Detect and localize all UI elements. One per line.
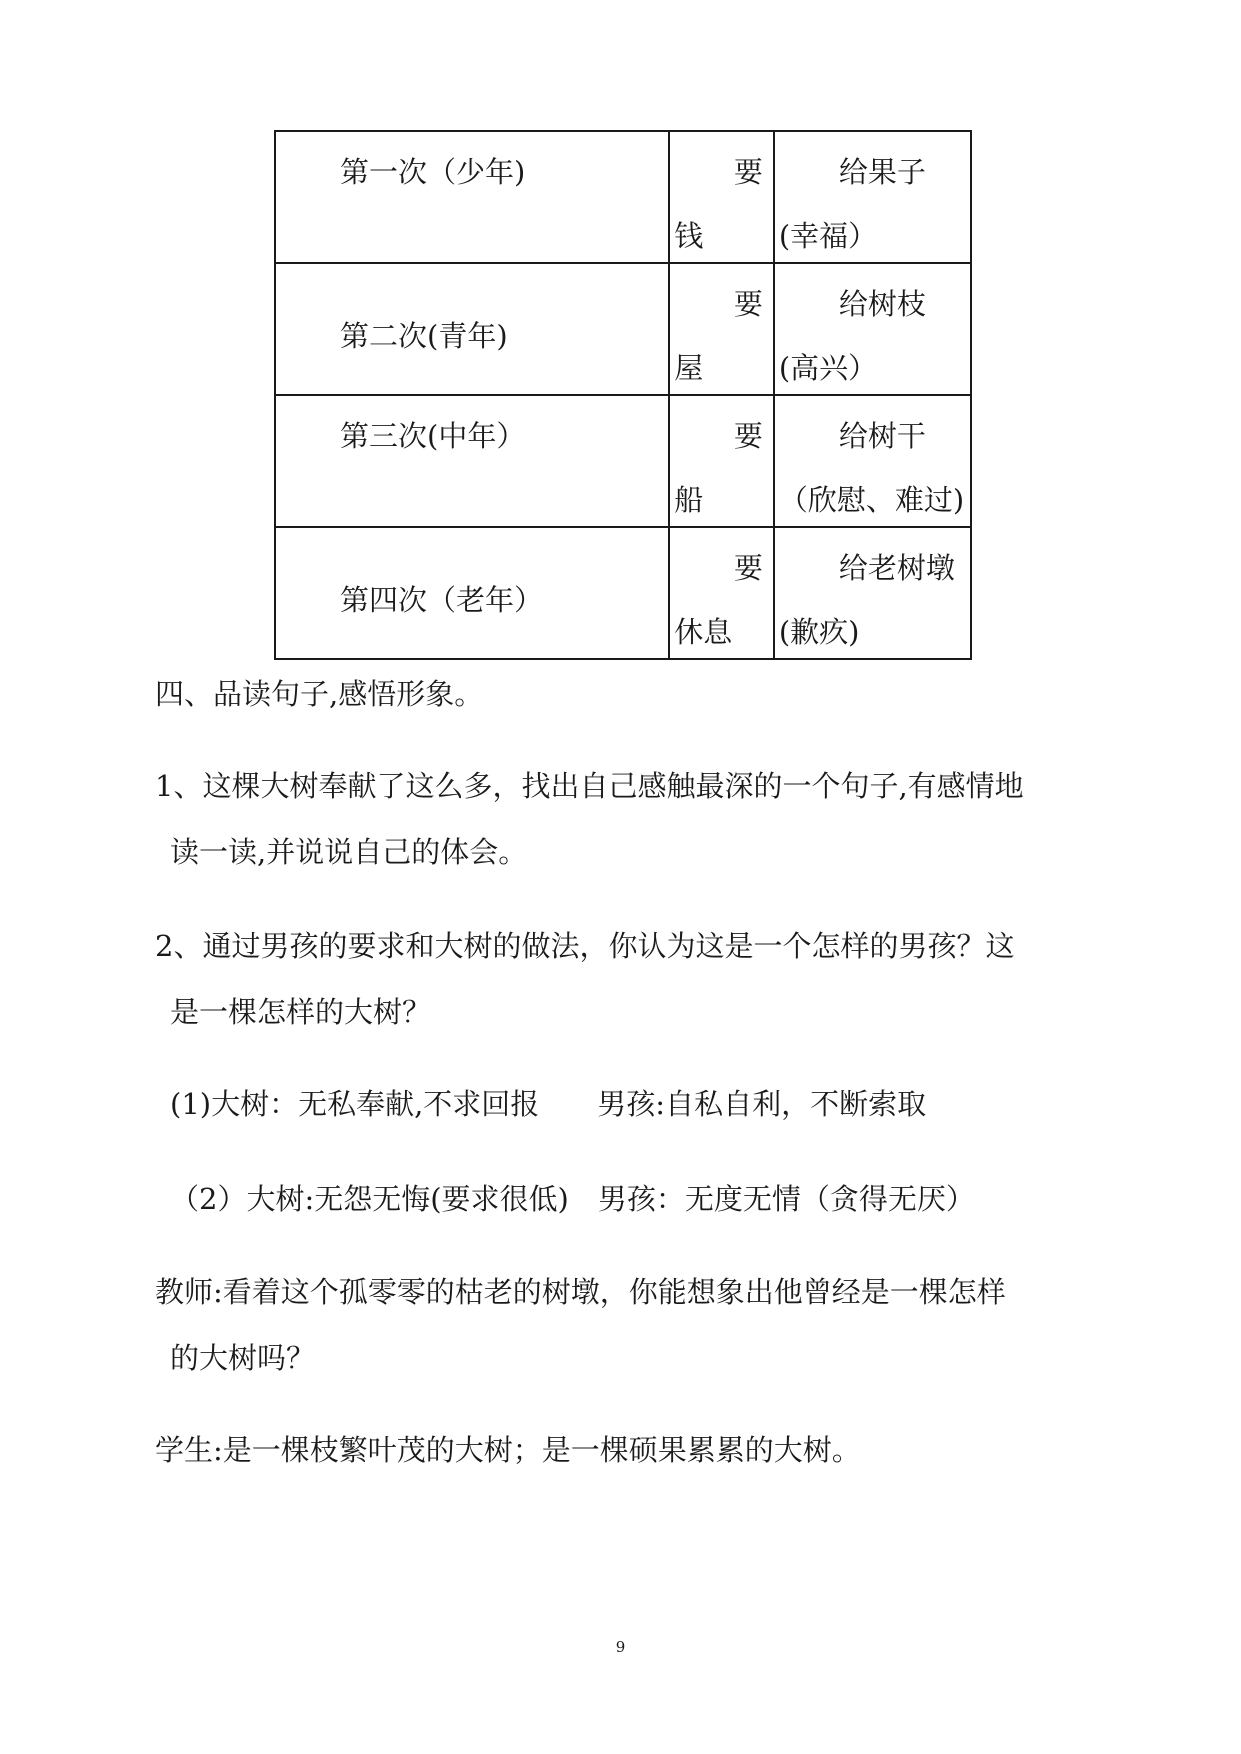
give-bottom: （欣慰、难过) [778,483,965,517]
give-bottom: (幸福） [778,219,878,253]
request-cell [669,131,774,263]
request-bottom: 屋 [674,351,704,385]
request-cell [669,395,774,527]
give-cell [774,395,971,527]
table-row [275,395,971,527]
request-cell [669,263,774,395]
stage-label: 第三次(中年） [340,419,526,453]
give-top: 给树干 [838,419,926,453]
teacher-line-2: 的大树吗？ [170,1341,316,1375]
give-bottom: (歉疚) [778,615,860,649]
request-top: 要 [733,551,763,585]
question-2-line-1: 2、通过男孩的要求和大树的做法，你认为这是一个怎样的男孩？这 [155,929,1015,963]
give-top: 给树枝 [838,287,926,321]
section-heading: 四、品读句子,感悟形象。 [155,677,484,711]
table-row [275,131,971,263]
request-bottom: 休息 [674,615,733,649]
table-row [275,527,971,659]
stage-cell [275,527,669,659]
question-1-line-1: 1、这棵大树奉献了这么多，找出自己感触最深的一个句子,有感情地 [155,769,1024,803]
give-cell [774,131,971,263]
stage-cell [275,263,669,395]
table-row [275,263,971,395]
teacher-line-1: 教师:看着这个孤零零的枯老的树墩，你能想象出他曾经是一棵怎样 [155,1275,1006,1309]
request-bottom: 船 [674,483,704,517]
question-1-line-2: 读一读,并说说自己的体会。 [170,835,528,869]
request-top: 要 [733,287,763,321]
give-top: 给果子 [838,155,926,189]
student-line: 学生:是一棵枝繁叶茂的大树；是一棵硕果累累的大树。 [155,1433,861,1467]
stage-label: 第二次(青年) [340,319,508,353]
question-2-line-2: 是一棵怎样的大树？ [170,995,432,1029]
give-cell [774,527,971,659]
page-number: 9 [615,1638,626,1656]
stage-cell [275,395,669,527]
stage-label: 第一次（少年) [340,155,526,189]
give-top: 给老树墩 [838,551,955,585]
request-top: 要 [733,155,763,189]
give-bottom: (高兴） [778,351,878,385]
request-cell [669,527,774,659]
story-table [274,130,972,660]
request-top: 要 [733,419,763,453]
stage-label: 第四次（老年） [340,583,544,617]
request-bottom: 钱 [674,219,704,253]
answer-1: (1)大树：无私奉献,不求回报 男孩:自私自利，不断索取 [170,1087,927,1121]
answer-2: （2）大树:无怨无悔(要求很低) 男孩：无度无情（贪得无厌） [170,1182,975,1216]
stage-cell [275,131,669,263]
give-cell [774,263,971,395]
